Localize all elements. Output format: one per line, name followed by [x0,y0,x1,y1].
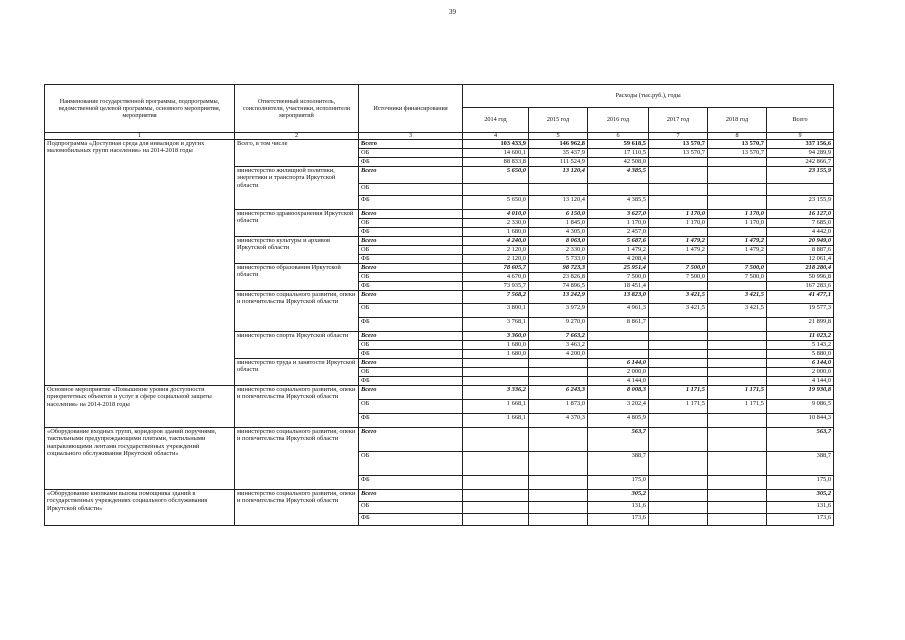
year-value-cell [529,359,588,368]
total-value-cell: 218 280,4 [767,264,834,273]
total-value-cell: 23 155,9 [767,196,834,210]
year-value-cell: 5 733,0 [529,255,588,264]
column-number: 7 [649,133,708,140]
total-value-cell: 305,2 [767,490,834,502]
column-number: 5 [529,133,588,140]
header-expenses: Расходы (тыс.руб.), годы [463,85,834,108]
year-value-cell: 1 680,0 [463,341,529,350]
year-value-cell: 42 508,0 [588,158,649,167]
year-value-cell: 7 500,0 [649,273,708,282]
executor-cell: министерство социального развития, опеки и попечительства Иркутской области [235,490,359,526]
year-value-cell: 8 861,7 [588,318,649,332]
year-value-cell: 3 421,5 [649,304,708,318]
table-row [45,428,834,452]
year-value-cell: 388,7 [588,452,649,476]
year-value-cell: 4 370,3 [529,414,588,428]
year-value-cell [529,476,588,490]
year-value-cell: 4 670,0 [463,273,529,282]
total-value-cell: 5 143,2 [767,341,834,350]
year-value-cell [649,428,708,452]
header-year: 2014 год [463,108,529,133]
year-value-cell [708,490,767,502]
year-value-cell: 7 500,0 [588,273,649,282]
executor-cell: министерство жилищной политики, энергетики и транспорта Иркутской области [235,167,359,210]
total-value-cell: 242 866,7 [767,158,834,167]
year-value-cell: 1 873,0 [529,400,588,414]
year-value-cell [649,158,708,167]
header-executor: Ответственный исполнитель, соисполнители, участники, исполнители мероприятий [235,85,359,133]
header-year: 2016 год [588,108,649,133]
program-name-cell: «Оборудование входных групп, коридоров зданий поручнями, тактильными предупреждающими плитами, тактильными направляющими лентами государственных учреждений социального обслуживания Иркутской области» [45,428,235,490]
year-value-cell: 6 144,0 [588,359,649,368]
year-value-cell [529,184,588,196]
year-value-cell: 1 479,2 [708,237,767,246]
year-value-cell: 74 896,5 [529,282,588,291]
total-value-cell: 19 930,8 [767,386,834,400]
year-value-cell: 3 627,0 [588,210,649,219]
funding-source-cell: ФБ [359,476,463,490]
year-value-cell: 7 500,0 [708,273,767,282]
column-number: 6 [588,133,649,140]
year-value-cell: 305,2 [588,490,649,502]
year-value-cell [649,332,708,341]
funding-source-cell: ОБ [359,219,463,228]
year-value-cell: 13 570,7 [708,140,767,149]
year-value-cell [649,196,708,210]
total-value-cell [767,184,834,196]
year-value-cell: 5 687,6 [588,237,649,246]
year-value-cell: 13 570,7 [649,149,708,158]
year-value-cell: 8 063,0 [529,237,588,246]
column-number: 4 [463,133,529,140]
year-value-cell [463,368,529,377]
year-value-cell [649,184,708,196]
year-value-cell [708,228,767,237]
year-value-cell [708,359,767,368]
year-value-cell: 4 010,0 [463,210,529,219]
column-number: 9 [767,133,834,140]
year-value-cell: 13 823,0 [588,291,649,304]
year-value-cell: 7 500,0 [708,264,767,273]
total-value-cell: 19 577,3 [767,304,834,318]
year-value-cell: 1 668,1 [463,400,529,414]
funding-source-cell: ОБ [359,452,463,476]
total-value-cell: 6 144,0 [767,359,834,368]
year-value-cell: 111 524,9 [529,158,588,167]
program-name-cell: Основное мероприятие «Повышение уровня доступности приоритетных объектов и услуг в сфере социальной защиты населения» на 2014-2018 годы [45,386,235,428]
year-value-cell: 1 170,0 [649,219,708,228]
executor-cell: министерство социального развития, опеки и попечительства Иркутской области [235,291,359,332]
funding-source-cell: ФБ [359,318,463,332]
total-value-cell: 20 949,0 [767,237,834,246]
year-value-cell [708,167,767,184]
year-value-cell: 1 171,5 [649,400,708,414]
year-value-cell [649,502,708,514]
total-value-cell: 563,7 [767,428,834,452]
total-value-cell: 16 127,0 [767,210,834,219]
year-value-cell: 3 202,4 [588,400,649,414]
column-number: 3 [359,133,463,140]
year-value-cell [649,514,708,526]
year-value-cell: 3 421,5 [649,291,708,304]
year-value-cell: 17 110,5 [588,149,649,158]
year-value-cell [708,452,767,476]
funding-source-cell: ОБ [359,184,463,196]
funding-source-cell: ФБ [359,196,463,210]
table-row [45,386,834,400]
total-value-cell: 10 844,3 [767,414,834,428]
funding-source-cell: Всего [359,428,463,452]
year-value-cell: 3 421,5 [708,304,767,318]
funding-source-cell: Всего [359,386,463,400]
year-value-cell: 4 200,0 [529,350,588,359]
year-value-cell [463,184,529,196]
year-value-cell: 1 170,0 [649,210,708,219]
total-value-cell: 4 144,0 [767,377,834,386]
year-value-cell: 103 433,9 [463,140,529,149]
total-value-cell: 173,6 [767,514,834,526]
funding-source-cell: Всего [359,291,463,304]
funding-source-cell: ОБ [359,341,463,350]
year-value-cell [588,184,649,196]
year-value-cell [529,428,588,452]
year-value-cell [649,490,708,502]
year-value-cell [463,452,529,476]
funding-source-cell: Всего [359,359,463,368]
year-value-cell: 2 457,0 [588,228,649,237]
year-value-cell [708,414,767,428]
year-value-cell: 2 120,0 [463,246,529,255]
year-value-cell: 14 600,1 [463,149,529,158]
year-value-cell: 1 170,0 [708,210,767,219]
year-value-cell [463,428,529,452]
funding-source-cell: ФБ [359,514,463,526]
year-value-cell [649,377,708,386]
year-value-cell: 23 826,8 [529,273,588,282]
column-number: 8 [708,133,767,140]
total-value-cell: 2 000,0 [767,368,834,377]
funding-source-cell: ОБ [359,502,463,514]
year-value-cell [708,341,767,350]
program-name-cell: Подпрограмма «Доступная среда для инвалидов и других маломобильных групп населения» на 2014-2018 годы [45,140,235,386]
header-source: Источники финансирования [359,85,463,133]
total-value-cell: 21 899,8 [767,318,834,332]
total-value-cell: 337 156,6 [767,140,834,149]
year-value-cell [649,167,708,184]
page-number: 39 [449,8,456,16]
year-value-cell: 18 451,4 [588,282,649,291]
year-value-cell: 73 935,7 [463,282,529,291]
year-value-cell: 1 171,5 [649,386,708,400]
year-value-cell: 13 120,4 [529,167,588,184]
year-value-cell [588,350,649,359]
funding-source-cell: ФБ [359,350,463,359]
total-value-cell: 4 442,0 [767,228,834,237]
total-value-cell: 8 887,6 [767,246,834,255]
year-value-cell: 1 479,2 [588,246,649,255]
year-value-cell [708,368,767,377]
table-row [45,140,834,149]
year-value-cell: 5 650,0 [463,196,529,210]
executor-cell: министерство культуры и архивов Иркутской области [235,237,359,264]
funding-source-cell: ФБ [359,377,463,386]
total-value-cell: 167 283,6 [767,282,834,291]
year-value-cell: 25 951,4 [588,264,649,273]
year-value-cell: 13 120,4 [529,196,588,210]
program-name-cell: «Оборудование кнопками вызова помощника зданий в государственных учреждениях социального обслуживания Иркутской области» [45,490,235,526]
year-value-cell [649,452,708,476]
total-value-cell: 41 477,1 [767,291,834,304]
year-value-cell: 3 768,1 [463,318,529,332]
funding-source-cell: Всего [359,264,463,273]
funding-source-cell: Всего [359,140,463,149]
funding-source-cell: Всего [359,490,463,502]
year-value-cell [529,490,588,502]
year-value-cell: 1 845,0 [529,219,588,228]
funding-source-cell: ОБ [359,400,463,414]
funding-source-cell: ФБ [359,255,463,264]
total-value-cell: 5 880,0 [767,350,834,359]
year-value-cell [649,228,708,237]
year-value-cell: 78 605,7 [463,264,529,273]
funding-source-cell: Всего [359,237,463,246]
year-value-cell: 1 479,2 [649,246,708,255]
year-value-cell: 4 385,5 [588,196,649,210]
year-value-cell [649,318,708,332]
executor-cell: Всего, в том числе [235,140,359,167]
year-value-cell [708,184,767,196]
funding-source-cell: ФБ [359,158,463,167]
executor-cell: министерство образования Иркутской области [235,264,359,291]
total-value-cell: 50 996,8 [767,273,834,282]
executor-cell: министерство социального развития, опеки и попечительства Иркутской области [235,386,359,428]
year-value-cell: 4 805,9 [588,414,649,428]
year-value-cell: 3 360,0 [463,332,529,341]
year-value-cell: 3 336,2 [463,386,529,400]
total-value-cell: 131,6 [767,502,834,514]
executor-cell: министерство труда и занятости Иркутской области [235,359,359,386]
year-value-cell: 175,0 [588,476,649,490]
funding-source-cell: Всего [359,332,463,341]
year-value-cell: 2 330,0 [529,246,588,255]
year-value-cell: 4 144,0 [588,377,649,386]
year-value-cell [708,158,767,167]
year-value-cell [708,514,767,526]
year-value-cell [708,377,767,386]
header-year: 2018 год [708,108,767,133]
year-value-cell [708,428,767,452]
year-value-cell [529,368,588,377]
column-number: 1 [45,133,235,140]
year-value-cell [463,476,529,490]
year-value-cell [463,490,529,502]
budget-table [44,84,834,526]
year-value-cell [649,414,708,428]
funding-source-cell: ФБ [359,414,463,428]
executor-cell: министерство здравоохранения Иркутской области [235,210,359,237]
header-year: 2015 год [529,108,588,133]
year-value-cell: 98 723,3 [529,264,588,273]
year-value-cell: 146 962,8 [529,140,588,149]
year-value-cell [529,514,588,526]
year-value-cell: 3 463,2 [529,341,588,350]
executor-cell: министерство социального развития, опеки и попечительства Иркутской области [235,428,359,490]
column-number: 2 [235,133,359,140]
year-value-cell: 2 330,0 [463,219,529,228]
year-value-cell: 563,7 [588,428,649,452]
year-value-cell: 3 421,5 [708,291,767,304]
total-value-cell: 12 061,4 [767,255,834,264]
year-value-cell: 13 570,7 [649,140,708,149]
year-value-cell: 3 972,9 [529,304,588,318]
year-value-cell [708,196,767,210]
year-value-cell [649,282,708,291]
year-value-cell [463,377,529,386]
year-value-cell [708,318,767,332]
year-value-cell: 4 208,4 [588,255,649,264]
year-value-cell [649,368,708,377]
year-value-cell: 1 479,2 [708,246,767,255]
total-value-cell: 7 685,0 [767,219,834,228]
total-value-cell: 175,0 [767,476,834,490]
total-value-cell: 94 289,9 [767,149,834,158]
year-value-cell: 7 500,0 [649,264,708,273]
year-value-cell [649,476,708,490]
year-value-cell [463,502,529,514]
year-value-cell: 1 170,0 [588,219,649,228]
executor-cell: министерство спорта Иркутской области [235,332,359,359]
year-value-cell: 4 240,0 [463,237,529,246]
funding-source-cell: Всего [359,167,463,184]
year-value-cell: 4 305,0 [529,228,588,237]
header-name: Наименование государственной программы, подпрограммы, ведомственной целевой программы, основного мероприятия, мероприятия [45,85,235,133]
year-value-cell: 2 000,0 [588,368,649,377]
funding-source-cell: ФБ [359,228,463,237]
year-value-cell [529,377,588,386]
funding-source-cell: ФБ [359,282,463,291]
year-value-cell [708,350,767,359]
year-value-cell: 173,6 [588,514,649,526]
year-value-cell [708,476,767,490]
funding-source-cell: ОБ [359,149,463,158]
year-value-cell: 7 663,2 [529,332,588,341]
year-value-cell: 13 570,7 [708,149,767,158]
year-value-cell: 4 961,3 [588,304,649,318]
table-header [45,85,834,140]
year-value-cell: 8 008,3 [588,386,649,400]
year-value-cell [529,452,588,476]
year-value-cell [649,350,708,359]
year-value-cell [463,514,529,526]
year-value-cell: 6 150,0 [529,210,588,219]
funding-source-cell: ОБ [359,368,463,377]
funding-source-cell: ОБ [359,246,463,255]
table-body [45,140,834,526]
year-value-cell: 1 171,5 [708,386,767,400]
header-total: Всего [767,108,834,133]
year-value-cell: 88 833,8 [463,158,529,167]
year-value-cell: 1 680,0 [463,228,529,237]
year-value-cell: 1 668,1 [463,414,529,428]
year-value-cell [529,502,588,514]
year-value-cell [708,502,767,514]
year-value-cell: 1 171,5 [708,400,767,414]
header-year: 2017 год [649,108,708,133]
year-value-cell: 4 385,5 [588,167,649,184]
year-value-cell: 9 270,0 [529,318,588,332]
year-value-cell: 35 437,9 [529,149,588,158]
total-value-cell: 11 023,2 [767,332,834,341]
year-value-cell: 1 170,0 [708,219,767,228]
year-value-cell: 1 680,0 [463,350,529,359]
year-value-cell: 5 650,0 [463,167,529,184]
year-value-cell: 2 120,0 [463,255,529,264]
year-value-cell [463,359,529,368]
year-value-cell [649,255,708,264]
table-row [45,490,834,502]
year-value-cell: 59 618,5 [588,140,649,149]
year-value-cell: 7 568,2 [463,291,529,304]
funding-source-cell: ОБ [359,304,463,318]
year-value-cell [708,282,767,291]
year-value-cell [588,332,649,341]
year-value-cell [708,332,767,341]
year-value-cell: 3 800,1 [463,304,529,318]
year-value-cell: 1 479,2 [649,237,708,246]
funding-source-cell: Всего [359,210,463,219]
year-value-cell: 6 243,3 [529,386,588,400]
total-value-cell: 388,7 [767,452,834,476]
year-value-cell: 131,6 [588,502,649,514]
total-value-cell: 9 086,5 [767,400,834,414]
year-value-cell: 13 242,9 [529,291,588,304]
year-value-cell [649,359,708,368]
year-value-cell [588,341,649,350]
year-value-cell [708,255,767,264]
year-value-cell [649,341,708,350]
funding-source-cell: ОБ [359,273,463,282]
total-value-cell: 23 155,9 [767,167,834,184]
